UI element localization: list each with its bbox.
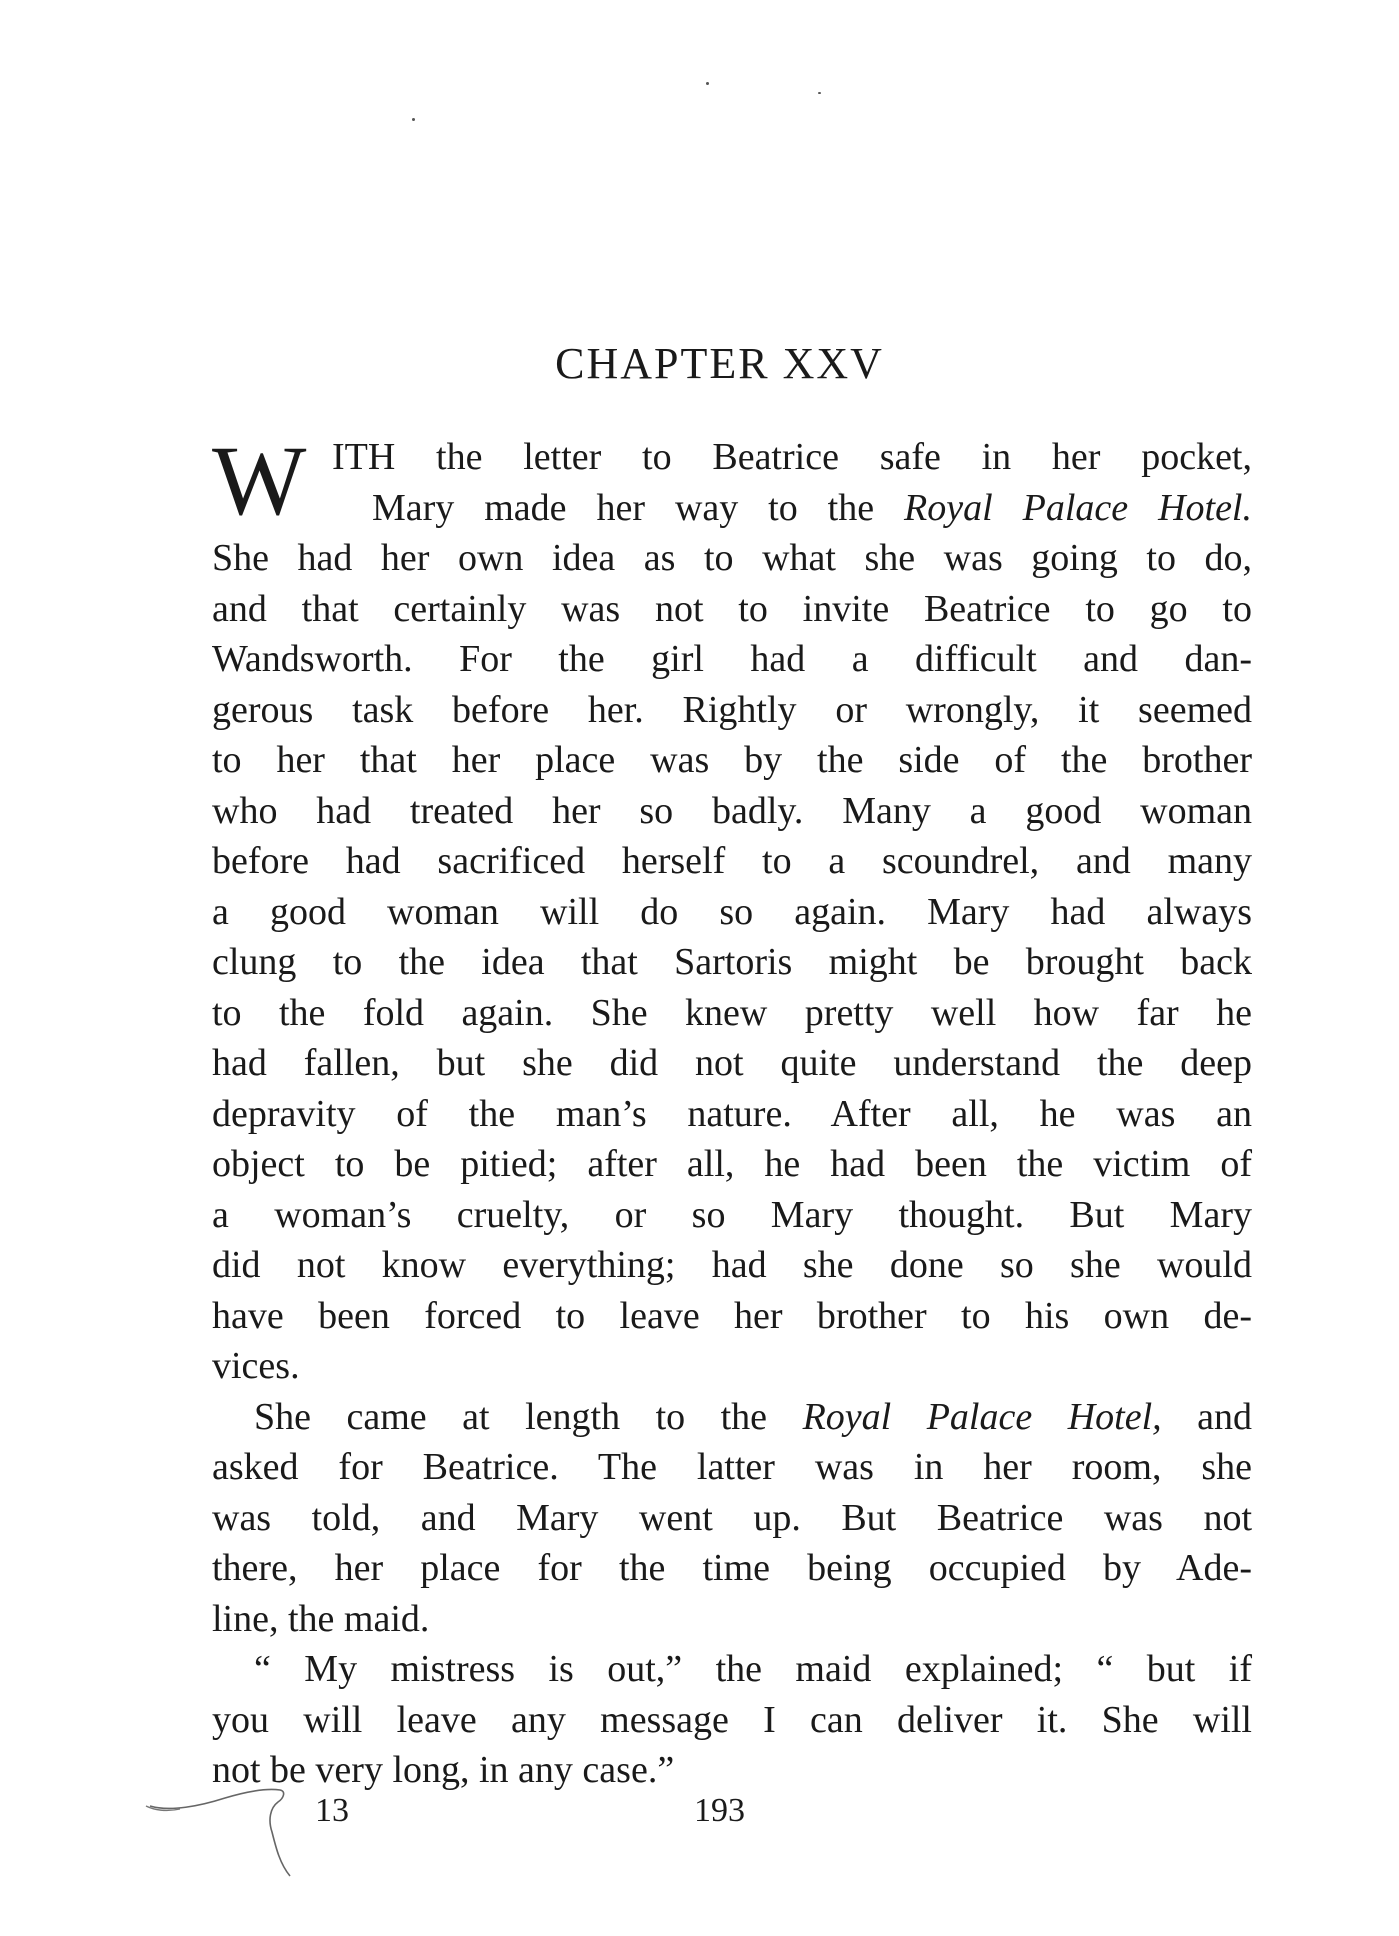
pencil-mark-icon — [140, 1776, 300, 1896]
drop-cap: W — [212, 425, 307, 536]
text-line: not be very long, in any case.” — [212, 1749, 675, 1791]
body-text — [212, 425, 1253, 1796]
print-speck — [412, 118, 415, 121]
hotel-name: Royal Palace Hotel, — [802, 1395, 1162, 1438]
text-line: you will leave any message I can deliver it. She will — [212, 1698, 1252, 1741]
text-segment: She came at length to the — [254, 1395, 803, 1438]
text-line: to the fold again. She knew pretty well how far he — [212, 991, 1252, 1034]
text-line: “ My mistress is out,” the maid explained; “ but if — [254, 1648, 1252, 1690]
text-line: object to be pitied; after all, he had been the victim of — [212, 1143, 1252, 1185]
chapter-heading: CHAPTER XXV — [555, 339, 884, 388]
signature-mark: 13 — [315, 1792, 349, 1829]
text-line: line, the maid. — [212, 1597, 430, 1640]
text-line: a woman’s cruelty, or so Mary thought. But Mary — [212, 1193, 1252, 1236]
text-line: did not know everything; had she done so she would — [212, 1244, 1252, 1286]
text-segment: Mary made her way to the — [372, 486, 905, 529]
print-speck — [706, 82, 709, 85]
text-line: gerous task before her. Rightly or wrongly, it seemed — [212, 688, 1252, 731]
text-line: asked for Beatrice. The latter was in her room, she — [212, 1446, 1252, 1488]
text-line: have been forced to leave her brother to his own de- — [212, 1294, 1252, 1337]
text-line: vices. — [212, 1345, 300, 1387]
text-line: and that certainly was not to invite Beatrice to go to — [212, 587, 1252, 630]
text-line: Wandsworth. For the girl had a difficult and dan- — [212, 638, 1252, 680]
hotel-name: Royal Palace Hotel. — [904, 486, 1252, 529]
text-line: a good woman will do so again. Mary had always — [212, 890, 1252, 933]
text-line: was told, and Mary went up. But Beatrice was not — [212, 1496, 1252, 1539]
text-line: there, her place for the time being occupied by Ade- — [212, 1547, 1252, 1589]
text-line: clung to the idea that Sartoris might be brought back — [212, 941, 1252, 983]
text-line: who had treated her so badly. Many a good woman — [212, 789, 1252, 832]
text-segment: and — [1161, 1395, 1253, 1438]
text-line: depravity of the man’s nature. After all, he was an — [212, 1092, 1252, 1135]
print-speck — [818, 92, 821, 94]
text-line: She had her own idea as to what she was going to do, — [212, 537, 1252, 579]
text-line: before had sacrificed herself to a scoundrel, and many — [212, 840, 1252, 882]
page-number: 193 — [694, 1792, 745, 1829]
text-line — [212, 1392, 1252, 1443]
text-line — [212, 483, 1252, 534]
text-line: to her that her place was by the side of the brother — [212, 739, 1252, 781]
text-line: had fallen, but she did not quite understand the deep — [212, 1042, 1252, 1084]
text-line: ITH the letter to Beatrice safe in her pocket, — [332, 436, 1252, 478]
